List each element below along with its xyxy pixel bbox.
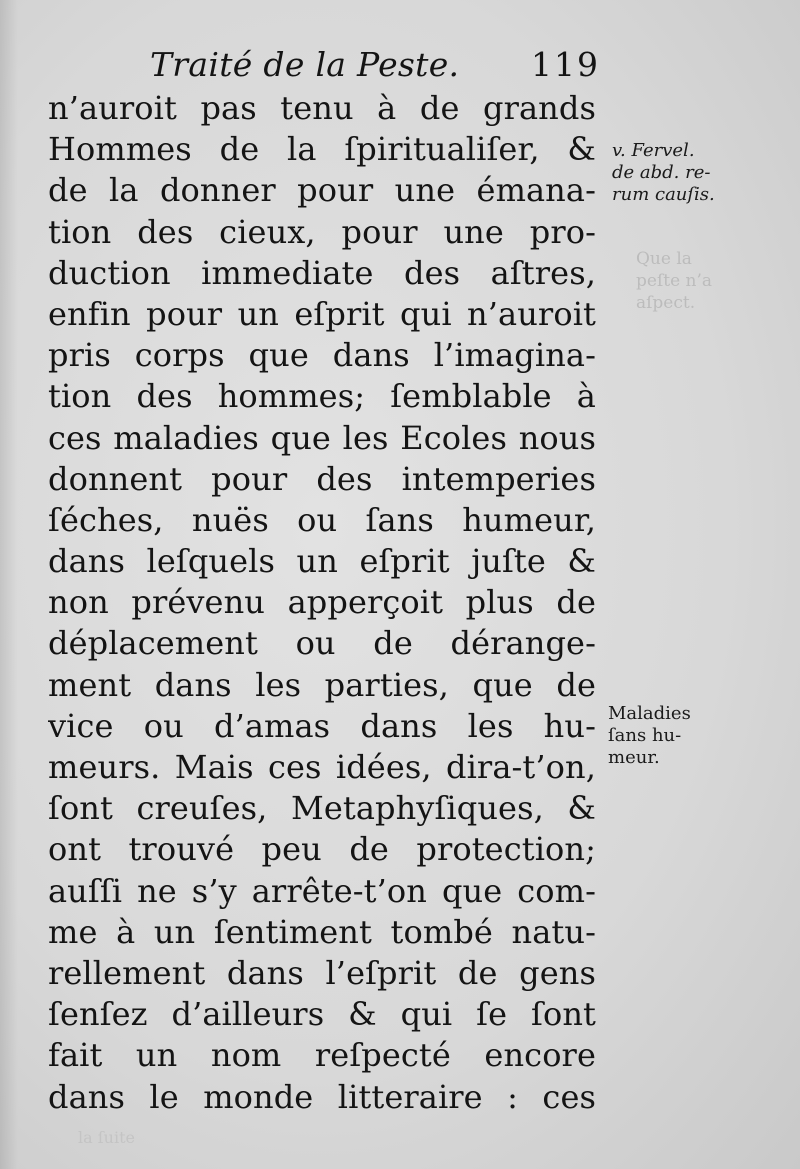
text-line: auſſi ne s’y arrête-t’on que com-: [48, 871, 596, 910]
margin-note-line: ſans hu-: [608, 725, 682, 746]
margin-note-line: de abd. re-: [612, 162, 711, 183]
text-line: dans le monde litteraire : ces: [48, 1077, 596, 1116]
text-line: n’auroit pas tenu à de grands: [48, 89, 596, 127]
bleed-through-line: peſte n’a: [636, 271, 713, 291]
text-line: dans leſquels un eſprit juſte &: [48, 542, 596, 581]
text-line: pris corps que dans l’imagina-: [48, 336, 596, 375]
text-line: ſenſez d’ailleurs & qui ſe ſont: [48, 995, 596, 1034]
text-line: ces maladies que les Ecoles nous: [48, 418, 596, 457]
text-line: duction immediate des aſtres,: [48, 253, 596, 292]
margin-note-line: v. Fervel.: [612, 140, 695, 161]
margin-note-line: rum cauſis.: [612, 184, 715, 205]
text-line: fait un nom reſpecté encore: [48, 1036, 596, 1075]
page-number: 119: [531, 45, 600, 84]
text-line: ment dans les parties, que de: [48, 665, 596, 704]
bleed-through-line: Que la: [636, 249, 692, 269]
text-line: me à un ſentiment tombé natu-: [48, 912, 596, 951]
margin-note-maladies: [608, 703, 691, 769]
margin-note-line: Maladies: [608, 703, 691, 724]
text-line: rellement dans l’eſprit de gens: [48, 953, 596, 992]
text-line: ont trouvé peu de protection;: [48, 830, 596, 869]
text-line: ſont creuſes, Metaphyſiques, &: [48, 789, 596, 828]
bleed-through-text: [636, 248, 712, 314]
text-line: Hommes de la ſpiritualiſer, &: [48, 130, 596, 169]
text-line: de la donner pour une émana-: [48, 171, 596, 210]
text-line: ſéches, nuës ou ſans humeur,: [48, 500, 596, 539]
text-line: déplacement ou de dérange-: [48, 624, 596, 663]
text-line: enfin pour un eſprit qui n’auroit: [48, 294, 596, 333]
text-line: tion des cieux, pour une pro-: [48, 212, 596, 251]
margin-note-line: meur.: [608, 747, 660, 768]
running-title: Traité de la Peste.: [150, 45, 460, 84]
text-line: non prévenu apperçoit plus de: [48, 583, 596, 622]
text-line: vice ou d’amas dans les hu-: [48, 706, 596, 745]
body-text: [48, 88, 596, 1118]
text-line: meurs. Mais ces idées, dira-t’on,: [48, 748, 596, 786]
text-line: tion des hommes; ſemblable à: [48, 377, 596, 416]
bleed-through-bottom: la ſuite: [78, 1128, 135, 1147]
text-line: donnent pour des intemperies: [48, 459, 596, 498]
page-header: [150, 40, 600, 90]
bleed-through-line: aſpect.: [636, 293, 696, 313]
margin-note-fervel: [612, 140, 715, 206]
